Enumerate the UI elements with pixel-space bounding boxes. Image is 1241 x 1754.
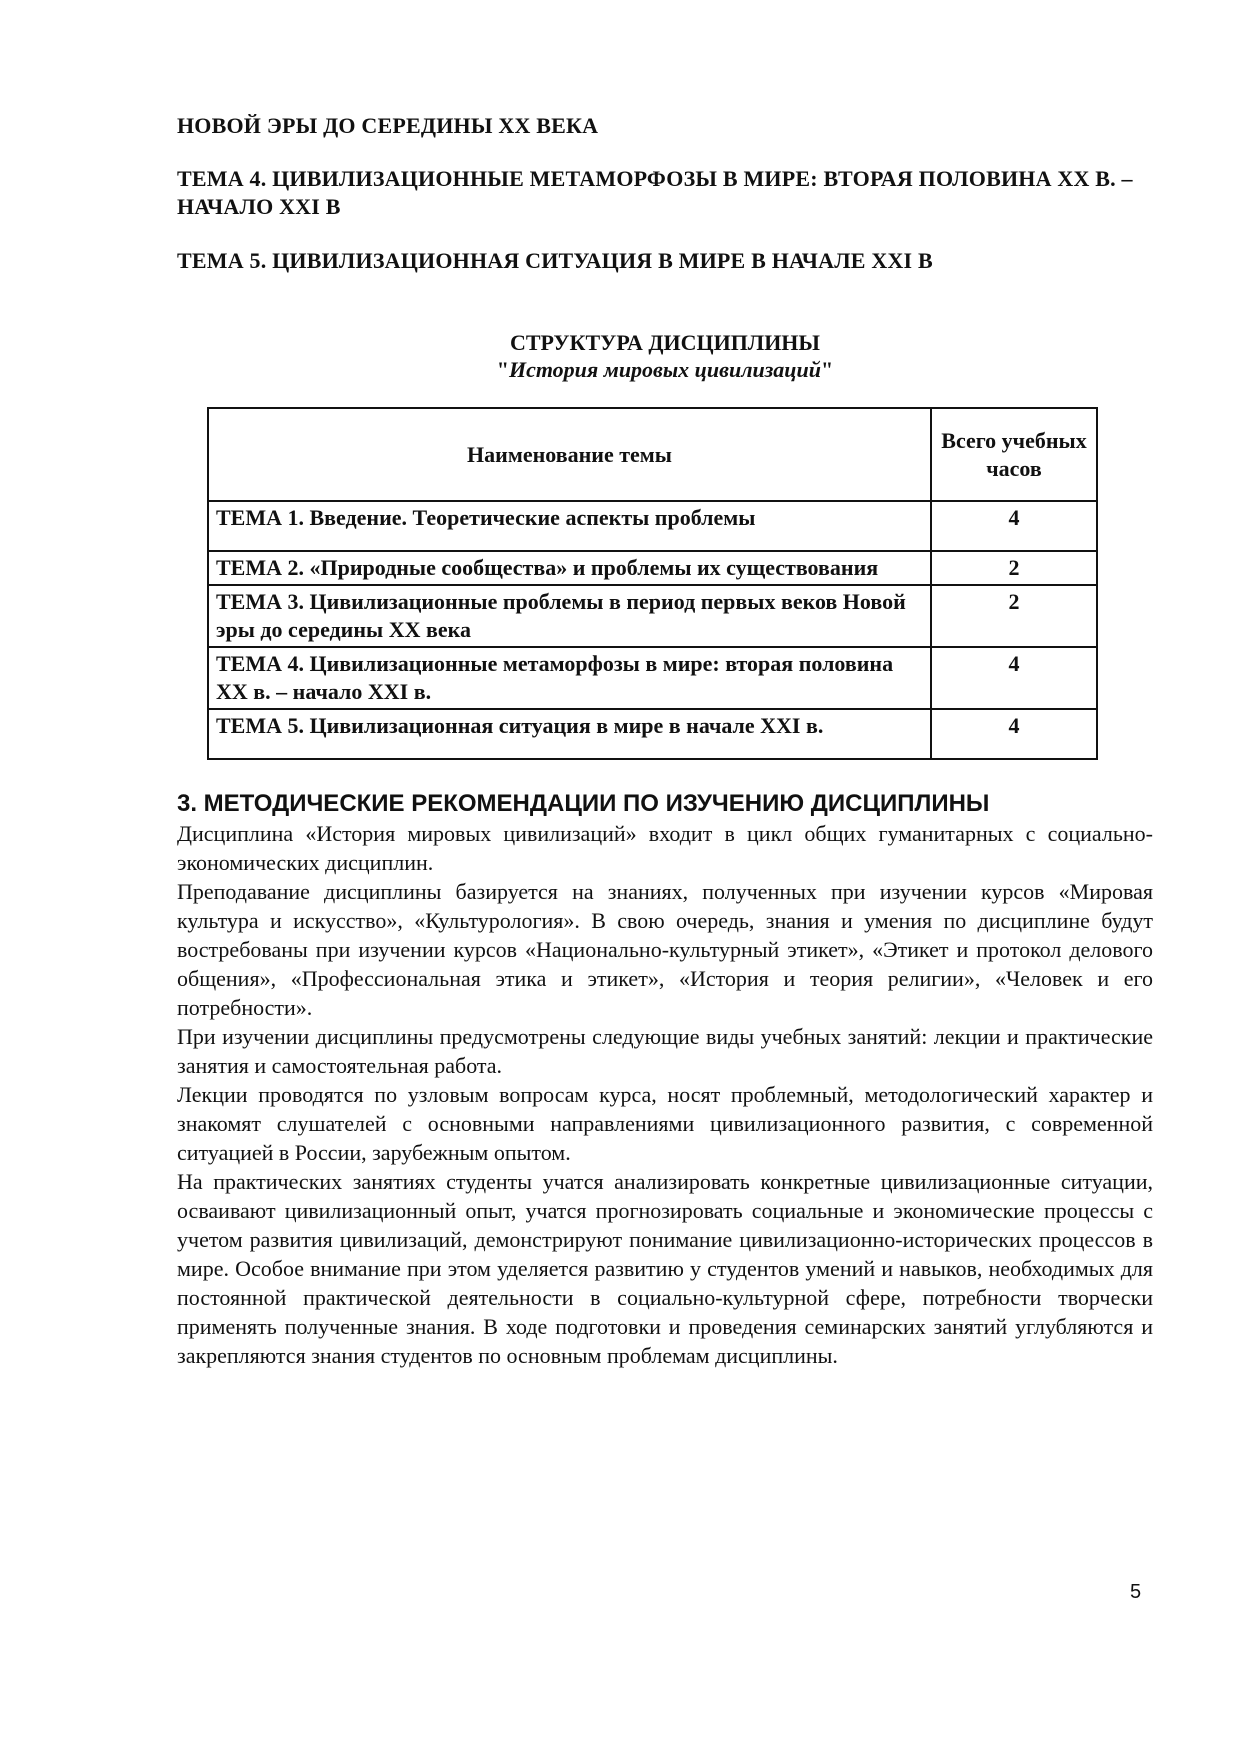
row-topic: ТЕМА 1. Введение. Теоретические аспекты проблемы [208, 501, 931, 551]
table-row [208, 647, 1097, 709]
heading-continuation: НОВОЙ ЭРЫ ДО СЕРЕДИНЫ XX ВЕКА [177, 113, 599, 138]
table-row [208, 709, 1097, 759]
table-row [208, 585, 1097, 647]
structure-title: СТРУКТУРА ДИСЦИПЛИНЫ [509, 330, 821, 355]
row-topic: ТЕМА 4. Цивилизационные метаморфозы в мире: вторая половина XX в. – начало XXI в. [208, 647, 931, 709]
row-topic: ТЕМА 2. «Природные сообщества» и проблемы их существования [208, 551, 931, 585]
table-row [208, 501, 1097, 551]
section-3-title: 3. МЕТОДИЧЕСКИЕ РЕКОМЕНДАЦИИ ПО ИЗУЧЕНИЮ ДИСЦИПЛИНЫ [177, 790, 990, 817]
row-hours: 4 [931, 647, 1097, 709]
row-hours: 2 [931, 551, 1097, 585]
table-row [208, 551, 1097, 585]
structure-subtitle: "История мировых цивилизаций" [496, 357, 834, 382]
document-page [177, 112, 1153, 1370]
heading-tema-4: ТЕМА 4. ЦИВИЛИЗАЦИОННЫЕ МЕТАМОРФОЗЫ В МИРЕ: ВТОРАЯ ПОЛОВИНА XX В. – НАЧАЛО XXI В [177, 166, 1133, 219]
table-header-row [208, 408, 1097, 501]
paragraph: Дисциплина «История мировых цивилизаций» входит в цикл общих гуманитарных с социально-экономических дисциплин. [177, 821, 1153, 875]
structure-table [207, 407, 1098, 760]
row-topic: ТЕМА 3. Цивилизационные проблемы в период первых веков Новой эры до середины XX века [208, 585, 931, 647]
header-topic: Наименование темы [208, 408, 931, 501]
page-number: 5 [1130, 1581, 1142, 1603]
row-hours: 2 [931, 585, 1097, 647]
row-hours: 4 [931, 709, 1097, 759]
paragraph: Лекции проводятся по узловым вопросам курса, носят проблемный, методологический характер и знакомят слушателей с основными направлениями цивилизационного развития, с современной ситуацией в России, зарубежным опытом. [177, 1082, 1153, 1165]
row-hours: 4 [931, 501, 1097, 551]
structure-subtitle-text: История мировых цивилизаций [508, 357, 822, 382]
paragraph: Преподавание дисциплины базируется на знаниях, полученных при изучении курсов «Мировая культура и искусство», «Культурология». В свою очередь, знания и умения по дисциплине будут востребованы при изучении курсов «Национально-культурный этикет», «Этикет и протокол делового общения», «Профессиональная этика и этикет», «История и теория религии», «Человек и его потребности». [177, 879, 1153, 1020]
paragraph: На практических занятиях студенты учатся анализировать конкретные цивилизационные ситуации, осваивают цивилизационный опыт, учатся прогнозировать социальные и экономические процессы с учетом развития цивилизаций, демонстрируют понимание цивилизационно-исторических процессов в мире. Особое внимание при этом уделяется развитию у студентов умений и навыков, необходимых для постоянной практической деятельности в социально-культурной сфере, потребности творчески применять полученные знания. В ходе подготовки и проведения семинарских занятий углубляются и закрепляются знания студентов по основным проблемам дисциплины. [177, 1169, 1153, 1368]
heading-tema-5: ТЕМА 5. ЦИВИЛИЗАЦИОННАЯ СИТУАЦИЯ В МИРЕ В НАЧАЛЕ XXI В [177, 248, 933, 273]
header-hours: Всего учебных часов [931, 408, 1097, 501]
row-topic: ТЕМА 5. Цивилизационная ситуация в мире в начале XXI в. [208, 709, 931, 759]
paragraph: При изучении дисциплины предусмотрены следующие виды учебных занятий: лекции и практические занятия и самостоятельная работа. [177, 1024, 1153, 1078]
